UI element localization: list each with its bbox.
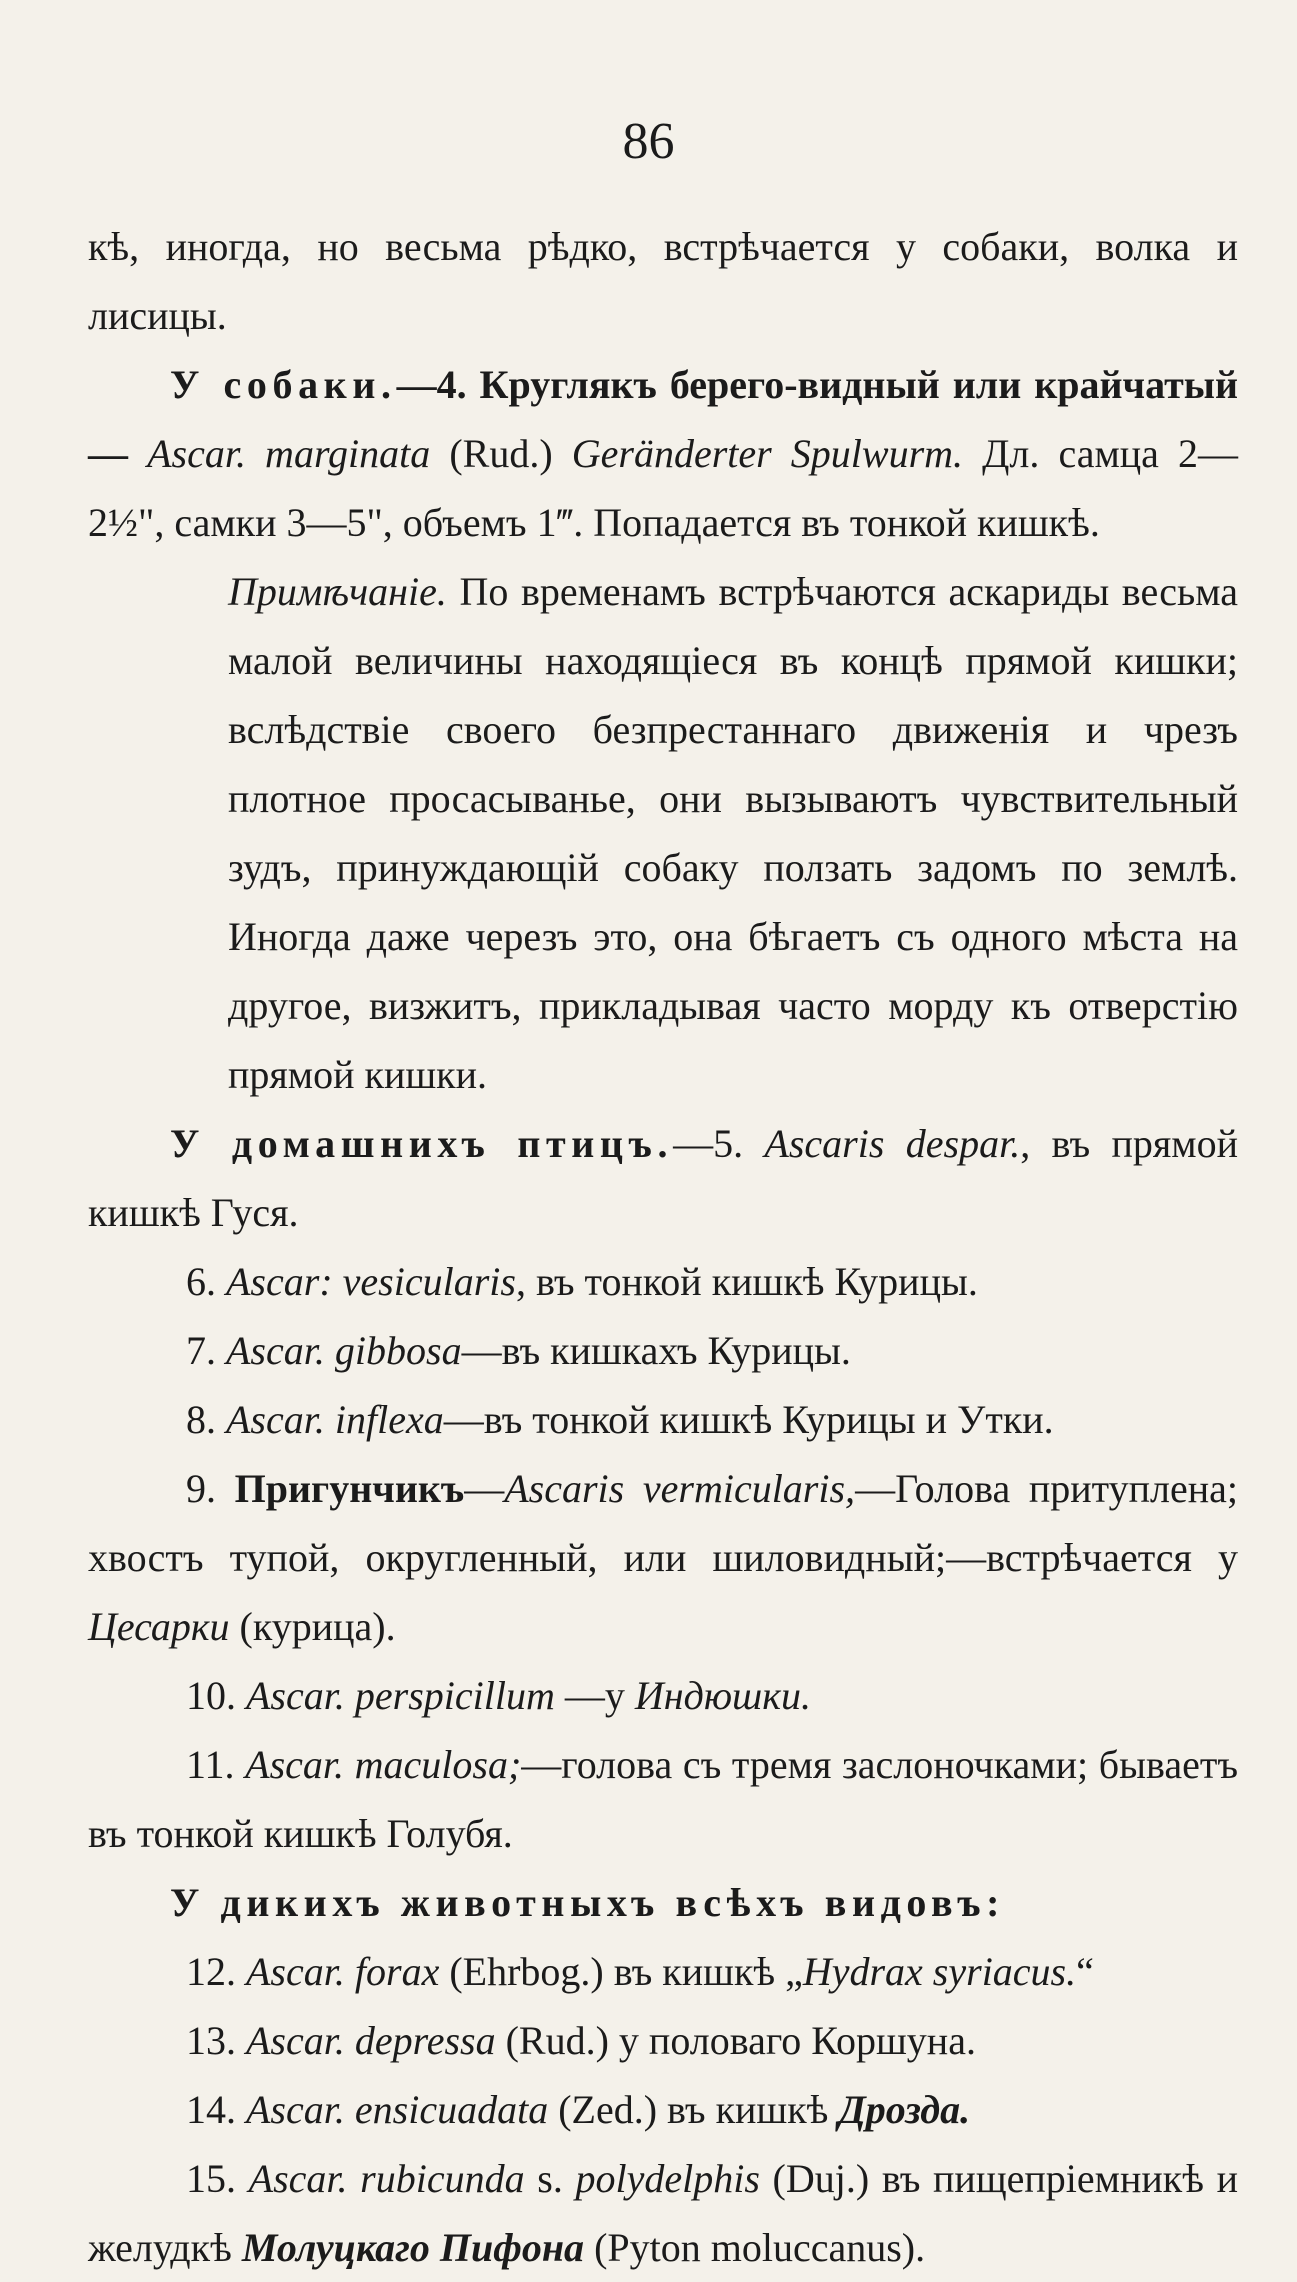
item-number: 9. bbox=[186, 1466, 235, 1511]
description: Дл. самца 2—2½", самки 3—5", объемъ 1‴. Попадается въ тонкой кишкѣ. bbox=[88, 431, 1239, 545]
latin-name: Ascar. gibbosa bbox=[226, 1328, 462, 1373]
description: (Ehrbog.) въ кишкѣ „ bbox=[439, 1949, 803, 1994]
latin-name-alt: polydelphis bbox=[575, 2156, 760, 2201]
list-item bbox=[88, 1385, 1238, 1454]
paragraph-dog bbox=[88, 350, 1238, 557]
item-number: 11. bbox=[186, 1742, 246, 1787]
host-name: Hydrax syriacus. bbox=[802, 1949, 1077, 1994]
note-paragraph bbox=[88, 557, 1238, 1109]
latin-name: Ascar. inflexa bbox=[226, 1397, 444, 1442]
note-text: По временамъ встрѣчаются аскариды весьма малой величины находящіеся въ концѣ прямой кишки; вслѣдствіе своего безпрестаннаго движенія и чрезъ плотное просасыванье, они вызываютъ чувствительный зудъ, принуждающій собаку ползать задомъ по землѣ. Иногда даже черезъ это, она бѣгаетъ съ одного мѣста на другое, визжитъ, прикладывая часто морду къ отверстію прямой кишки. bbox=[228, 569, 1238, 1097]
item-number: 7. bbox=[186, 1328, 226, 1373]
section-heading-wild bbox=[88, 1868, 1238, 1937]
item-number: 15. bbox=[186, 2156, 249, 2201]
list-item bbox=[88, 1937, 1238, 2006]
section-heading-poultry: У домашнихъ птицъ. bbox=[170, 1121, 674, 1166]
section-heading-text: У дикихъ животныхъ всѣхъ видовъ: bbox=[170, 1880, 1006, 1925]
list-item bbox=[88, 2144, 1238, 2282]
species-number: —5. bbox=[673, 1121, 765, 1166]
latin-name: Ascar. depressa bbox=[246, 2018, 496, 2063]
species-name: Пригунчикъ bbox=[234, 1466, 465, 1511]
description: (Duj.) въ пищепріемникѣ и желудкѣ bbox=[88, 2156, 1238, 2270]
list-item bbox=[88, 2075, 1238, 2144]
item-number: 13. bbox=[186, 2018, 246, 2063]
host-name: Индюшки. bbox=[634, 1673, 811, 1718]
latin-name: Ascar: vesicularis bbox=[226, 1259, 516, 1304]
page-body bbox=[88, 212, 1238, 2282]
latin-name: Ascaris despar. bbox=[764, 1121, 1021, 1166]
page-number: 86 bbox=[622, 113, 675, 170]
separator: s. bbox=[524, 2156, 576, 2201]
list-item bbox=[88, 1454, 1238, 1661]
species-name: Круглякъ берего-видный или крайчатый— bbox=[88, 362, 1238, 476]
list-item bbox=[88, 1730, 1238, 1868]
description: , въ прямой кишкѣ Гуся. bbox=[88, 1121, 1238, 1235]
dash: — bbox=[464, 1466, 505, 1511]
description: —у bbox=[554, 1673, 635, 1718]
list-item bbox=[88, 1247, 1238, 1316]
species-number: —4. bbox=[396, 362, 467, 407]
latin-name: Ascar. forax bbox=[246, 1949, 440, 1994]
host-name: Цесарки bbox=[88, 1604, 230, 1649]
description: —Голова притуплена; хвостъ тупой, округленный, или шиловидный;—встрѣчается у bbox=[88, 1466, 1239, 1580]
paragraph-continuation: кѣ, иногда, но весьма рѣдко, встрѣчается у собаки, волка и лисицы. bbox=[88, 224, 1238, 338]
section-heading-dog: У собаки. bbox=[170, 362, 397, 407]
list-item bbox=[88, 1661, 1238, 1730]
description: (Rud.) у половаго Коршуна. bbox=[495, 2018, 976, 2063]
description: —въ кишкахъ Курицы. bbox=[461, 1328, 851, 1373]
latin-name: Ascaris vermicularis, bbox=[504, 1466, 856, 1511]
description-end: (курица). bbox=[229, 1604, 396, 1649]
description: , въ тонкой кишкѣ Курицы. bbox=[515, 1259, 978, 1304]
item-number: 10. bbox=[186, 1673, 246, 1718]
list-item bbox=[88, 2006, 1238, 2075]
quote-close: “ bbox=[1076, 1949, 1094, 1994]
latin-name: Ascar. maculosa; bbox=[245, 1742, 522, 1787]
author: (Rud.) bbox=[430, 431, 572, 476]
latin-name: Ascar. marginata bbox=[147, 431, 431, 476]
host-name: Дрозда. bbox=[838, 2087, 971, 2132]
german-name: Geränderter Spulwurm. bbox=[571, 431, 964, 476]
item-number: 6. bbox=[186, 1259, 226, 1304]
description: —голова съ тремя заслоночками; бываетъ въ тонкой кишкѣ Голубя. bbox=[88, 1742, 1239, 1856]
description: (Zed.) въ кишкѣ bbox=[548, 2087, 839, 2132]
item-number: 14. bbox=[186, 2087, 246, 2132]
note-label: Примѣчаніе. bbox=[228, 569, 447, 614]
latin-name: Ascar. rubicunda bbox=[248, 2156, 525, 2201]
host-name: Молуцкаго Пифона bbox=[241, 2225, 585, 2270]
description-end: (Pyton moluccanus). bbox=[584, 2225, 926, 2270]
description: —въ тонкой кишкѣ Курицы и Утки. bbox=[443, 1397, 1054, 1442]
item-number: 12. bbox=[186, 1949, 246, 1994]
paragraph-poultry bbox=[88, 1109, 1238, 1247]
item-number: 8. bbox=[186, 1397, 226, 1442]
list-item bbox=[88, 1316, 1238, 1385]
latin-name: Ascar. perspicillum bbox=[246, 1673, 555, 1718]
latin-name: Ascar. ensicuadata bbox=[246, 2087, 549, 2132]
